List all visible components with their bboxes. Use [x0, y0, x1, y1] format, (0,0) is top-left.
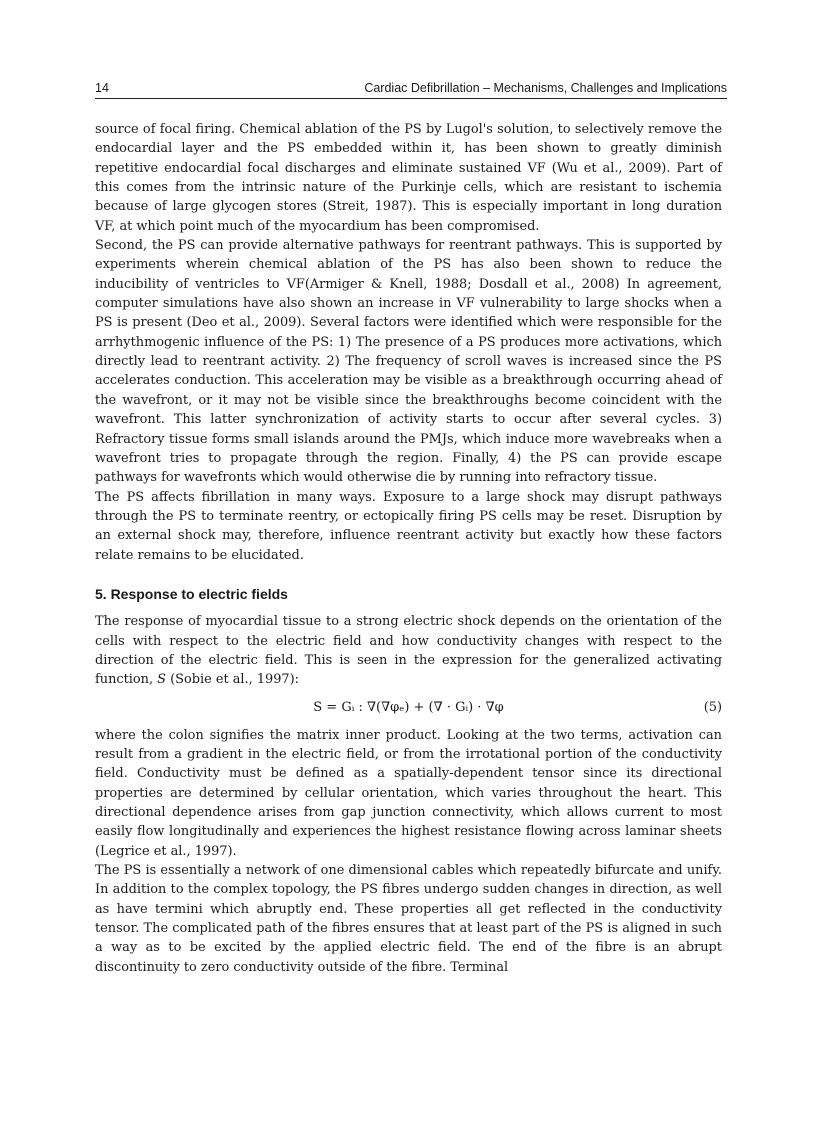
- section-heading: 5. Response to electric fields: [95, 585, 288, 602]
- body-paragraph: The PS is essentially a network of one dimensional cables which repeatedly bifurcate and unify. In addition to the complex topology, the PS fibres undergo sudden changes in direction, as well as have termini which abruptly end. These properties all get reflected in the conductivity tensor. The complicated path of the fibres ensures that at least part of the PS is aligned in such a way as to be excited by the applied electric field. The end of the fibre is an abrupt discontinuity to zero conductivity outside of the fibre. Terminal: [95, 863, 722, 975]
- body-paragraph: Second, the PS can provide alternative pathways for reentrant pathways. This is supported by experiments wherein chemical ablation of the PS has also been shown to reduce the inducibility of ventricles to VF(Armiger & Knell, 1988; Dosdall et al., 2008) In agreement, computer simulations have also shown an increase in VF vulnerability to large shocks when a PS is present (Deo et al., 2009). Several factors were identified which were responsible for the arrhythmogenic influence of the PS: 1) The presence of a PS produces more activations, which directly lead to reentrant activity. 2) The frequency of scroll waves is increased since the PS accelerates conduction. This acceleration may be visible as a breakthrough occurring ahead of the wavefront, or it may not be visible since the breakthroughs become coincident with the wavefront. This latter synchronization of activity starts to occur after several cycles. 3) Refractory tissue forms small islands around the PMJs, which induce more wavebreaks when a wavefront tries to propagate through the region. Finally, 4) the PS can provide escape pathways for wavefronts which would otherwise die by running into refractory tissue.: [95, 238, 722, 486]
- body-paragraph: source of focal firing. Chemical ablation of the PS by Lugol's solution, to selectively remove the endocardial layer and the PS embedded within it, has been shown to greatly diminish repetitive endocardial focal discharges and eliminate sustained VF (Wu et al., 2009). Part of this comes from the intrinsic nature of the Purkinje cells, which are resistant to ischemia because of large glycogen stores (Streit, 1987). This is especially important in long duration VF, at which point much of the myocardium has been compromised.: [95, 122, 722, 234]
- running-title: Cardiac Defibrillation – Mechanisms, Challenges and Implications: [364, 81, 727, 95]
- page-body: [95, 120, 722, 977]
- activating-function-symbol: S: [157, 672, 166, 688]
- running-header: [95, 80, 727, 99]
- body-paragraph: The PS affects fibrillation in many ways. Exposure to a large shock may disrupt pathways through the PS to terminate reentry, or ectopically firing PS cells may be reset. Disruption by an external shock may, therefore, influence reentrant activity but exactly how these factors relate remains to be elucidated.: [95, 489, 722, 563]
- body-paragraph: where the colon signifies the matrix inner product. Looking at the two terms, activation can result from a gradient in the electric field, or from the irrotational portion of the conductivity field. Conductivity must be defined as a spatially-dependent tensor since its directional properties are determined by cellular orientation, which varies throughout the heart. This directional dependence arises from gap junction connectivity, which allows current to most easily flow longitudinally and experiences the highest resistance flowing across laminar sheets (Legrice et al., 1997).: [95, 727, 722, 859]
- equation-number: (5): [703, 699, 722, 715]
- intro-citation: (Sobie et al., 1997):: [166, 672, 300, 688]
- intro-text: The response of myocardial tissue to a strong electric shock depends on the orientation of the cells with respect to the electric field and how conductivity changes with respect to the direction of the electric field. This is seen in the expression for the generalized activating function,: [95, 614, 722, 688]
- page-number: 14: [95, 81, 109, 95]
- section-intro-paragraph: [95, 612, 722, 689]
- equation-formula: S = Gᵢ : ∇(∇φₑ) + (∇ · Gᵢ) · ∇φ: [313, 699, 504, 715]
- equation-block: [95, 698, 722, 720]
